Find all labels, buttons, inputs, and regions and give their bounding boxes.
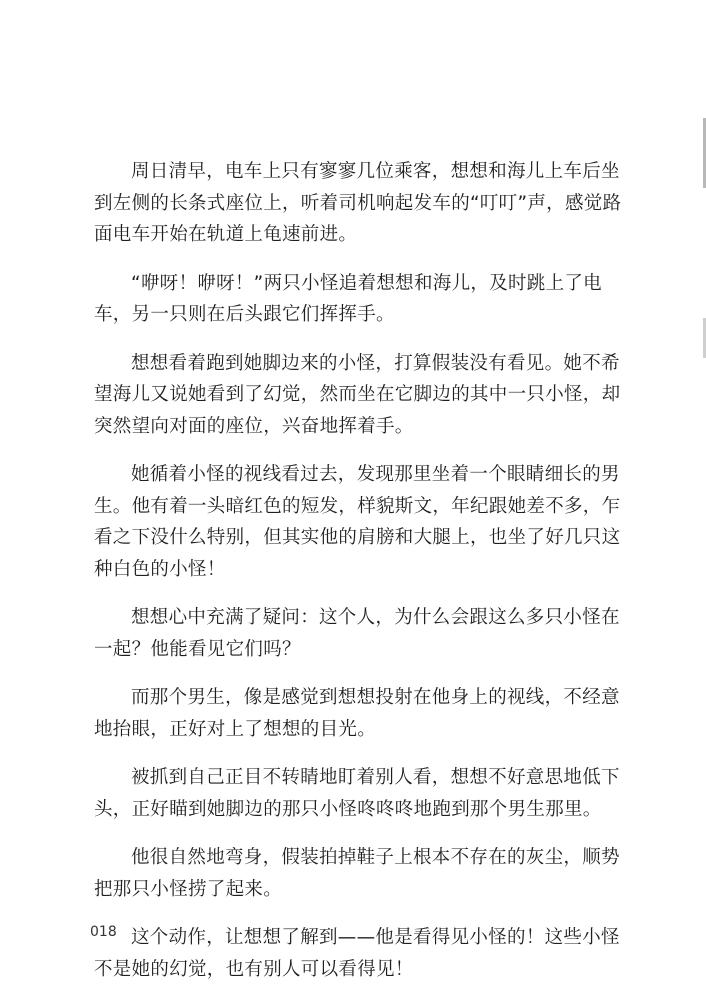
paragraph-2: “咿呀！咿呀！”两只小怪追着想想和海儿，及时跳上了电车，另一只则在后头跟它们挥挥手。 [94, 272, 602, 325]
paragraph-5: 想想心中充满了疑问：这个人，为什么会跟这么多只小怪在一起？他能看见它们吗？ [94, 607, 620, 660]
paragraph-3: 想想看着跑到她脚边来的小怪，打算假装没有看见。她不希望海儿又说她看到了幻觉，然而坐在它脚边的其中一只小怪，却突然望向对面的座位，兴奋地挥着手。 [94, 352, 621, 437]
paragraph-7: 被抓到自己正目不转睛地盯着别人看，想想不好意思地低下头，正好瞄到她脚边的那只小怪咚咚咚地跑到那个男生那里。 [94, 767, 620, 820]
paragraph-6: 而那个男生，像是感觉到想想投射在他身上的视线，不经意地抬眼，正好对上了想想的目光。 [94, 687, 620, 740]
paragraph-8: 他很自然地弯身，假装拍掉鞋子上根本不存在的灰尘，顺势把那只小怪捞了起来。 [94, 847, 620, 900]
paragraph-9: 这个动作，让想想了解到——他是看得见小怪的！这些小怪不是她的幻觉，也有别人可以看得见！ [94, 927, 620, 980]
body-text [94, 156, 622, 1002]
page-number: 018 [90, 924, 117, 940]
paragraph-1: 周日清早，电车上只有寥寥几位乘客，想想和海儿上车后坐到左侧的长条式座位上，听着司机响起发车的“叮叮”声，感觉路面电车开始在轨道上龟速前进。 [94, 161, 622, 245]
paragraph-4: 她循着小怪的视线看过去，发现那里坐着一个眼睛细长的男生。他有着一头暗红色的短发，样貌斯文，年纪跟她差不多，乍看之下没什么特别，但其实他的肩膀和大腿上，也坐了好几只这种白色的小怪！ [94, 464, 621, 580]
